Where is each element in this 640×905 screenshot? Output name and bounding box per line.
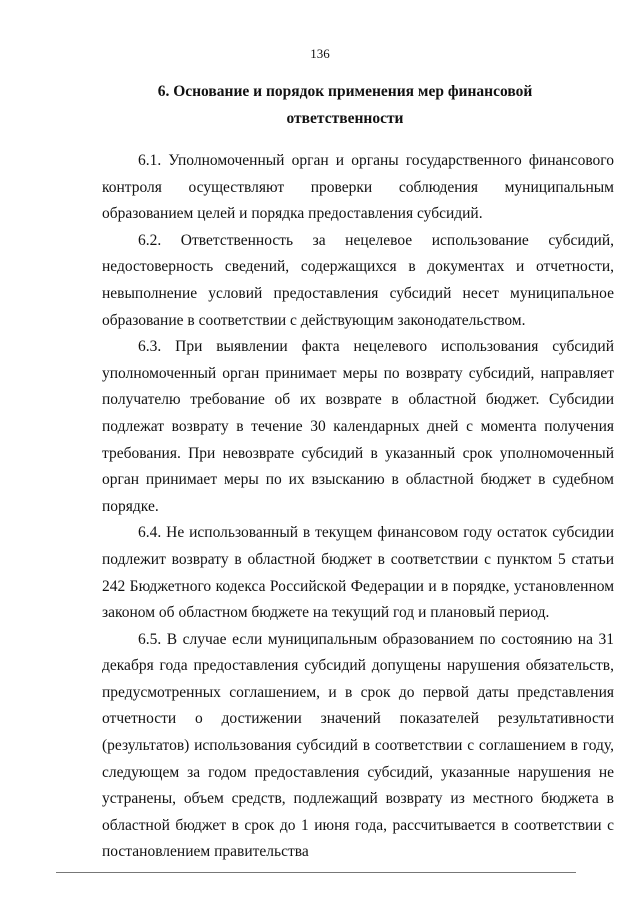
section-title-line-1: 6. Основание и порядок применения мер финансовой (157, 83, 533, 100)
page-number: 136 (310, 46, 330, 61)
section-title (150, 78, 540, 132)
footer-divider (56, 872, 576, 873)
body-text (102, 148, 614, 866)
paragraph-6-2: 6.2. Ответственность за нецелевое использование субсидий, недостоверность сведений, содержащихся в документах и отчетности, невыполнение условий предоставления субсидий несет муниципальное образование в соответствии с действующим законодательством. (102, 231, 614, 329)
paragraph-6-5: 6.5. В случае если муниципальным образованием по состоянию на 31 декабря года предоставления субсидий допущены нарушения обязательств, предусмотренных соглашением, и в срок до первой даты представления отчетности о достижении значений показателей результативности (результатов) использования субсидий в соответствии с соглашением в году, следующем за годом предоставления субсидий, указанные нарушения не устранены, объем средств, подлежащий возврату из местного бюджета в областной бюджет в срок до 1 июня года, рассчитывается в соответствии с постановлением правительства (102, 630, 614, 861)
paragraph-6-4: 6.4. Не использованный в текущем финансовом году остаток субсидии подлежит возврату в областной бюджет в соответствии с пунктом 5 статьи 242 Бюджетного кодекса Российской Федерации и в порядке, установленном законом об областном бюджете на текущий год и плановый период. (102, 524, 614, 622)
paragraph-6-1: 6.1. Уполномоченный орган и органы государственного финансового контроля осуществляют проверки соблюдения муниципальным образованием целей и порядка предоставления субсидий. (102, 152, 614, 223)
section-title-line-2: ответственности (286, 110, 404, 127)
paragraph-6-3: 6.3. При выявлении факта нецелевого использования субсидий уполномоченный орган принимает меры по возврату субсидий, направляет получателю требование об их возврате в областной бюджет. Субсидии подлежат возврату в течение 30 календарных дней с момента получения требования. При невозврате субсидий в указанный срок уполномоченный орган принимает меры по их взысканию в областной бюджет в судебном порядке. (102, 338, 614, 515)
